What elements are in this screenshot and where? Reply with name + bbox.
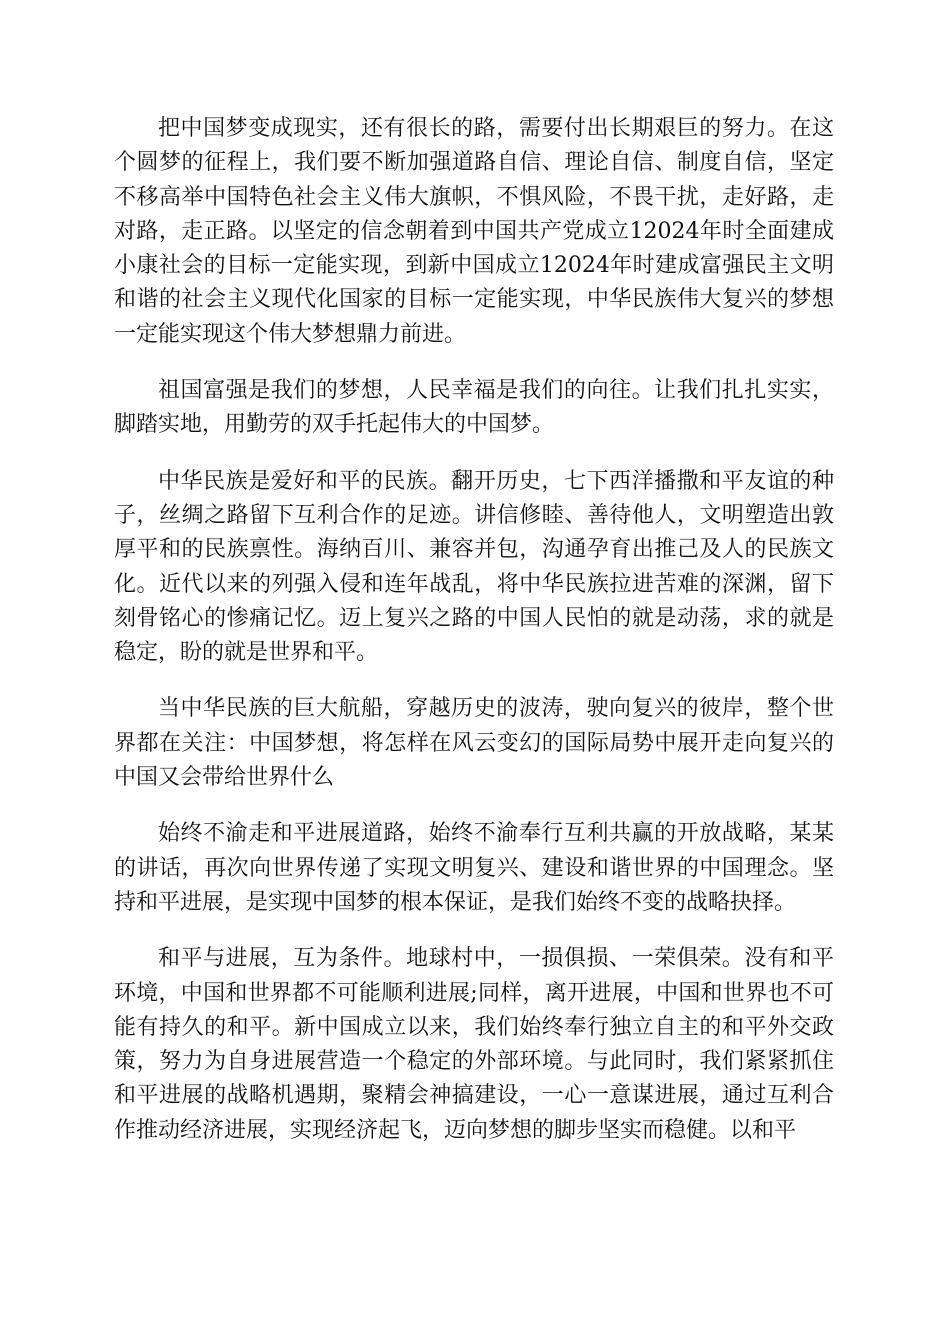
paragraph: 当中华民族的巨大航船，穿越历史的波涛，驶向复兴的彼岸，整个世界都在关注：中国梦想，将怎样在风云变幻的国际局势中展开走向复兴的中国又会带给世界什么 xyxy=(114,696,834,791)
paragraph: 和平与进展，互为条件。地球村中，一损俱损、一荣俱荣。没有和平环境，中国和世界都不可能顺利进展;同样，离开进展，中国和世界也不可能有持久的和平。新中国成立以来，我们始终奉行独立自主的和平外交政策，努力为自身进展营造一个稳定的外部环境。与此同时，我们紧紧抓住和平进展的战略机遇期，聚精会神搞建设，一心一意谋进展，通过互利合作推动经济进展，实现经济起飞，迈向梦想的脚步坚实而稳健。以和平 xyxy=(114,946,834,1143)
document-body xyxy=(114,112,834,1170)
paragraph: 始终不渝走和平进展道路，始终不渝奉行互利共赢的开放战略，某某的讲话，再次向世界传递了实现文明复兴、建设和谐世界的中国理念。坚持和平进展，是实现中国梦的根本保证，是我们始终不变的战略抉择。 xyxy=(114,821,834,915)
paragraph: 祖国富强是我们的梦想，人民幸福是我们的向往。让我们扎扎实实，脚踏实地，用勤劳的双手托起伟大的中国梦。 xyxy=(114,378,834,438)
paragraph: 把中国梦变成现实，还有很长的路，需要付出长期艰巨的努力。在这个圆梦的征程上，我们要不断加强道路自信、理论自信、制度自信，坚定不移高举中国特色社会主义伟大旗帜，不惧风险，不畏干扰，走好路，走对路，走正路。以坚定的信念朝着到中国共产党成立12024年时全面建成小康社会的目标一定能实现，到新中国成立12024年时建成富强民主文明和谐的社会主义现代化国家的目标一定能实现，中华民族伟大复兴的梦想一定能实现这个伟大梦想鼎力前进。 xyxy=(114,116,834,347)
paragraph: 中华民族是爱好和平的民族。翻开历史，七下西洋播撒和平友谊的种子，丝绸之路留下互利合作的足迹。讲信修睦、善待他人，文明塑造出敦厚平和的民族禀性。海纳百川、兼容并包，沟通孕育出推己及人的民族文化。近代以来的列强入侵和连年战乱，将中华民族拉进苦难的深渊，留下刻骨铭心的惨痛记忆。迈上复兴之路的中国人民怕的就是动荡，求的就是稳定，盼的就是世界和平。 xyxy=(114,468,834,666)
